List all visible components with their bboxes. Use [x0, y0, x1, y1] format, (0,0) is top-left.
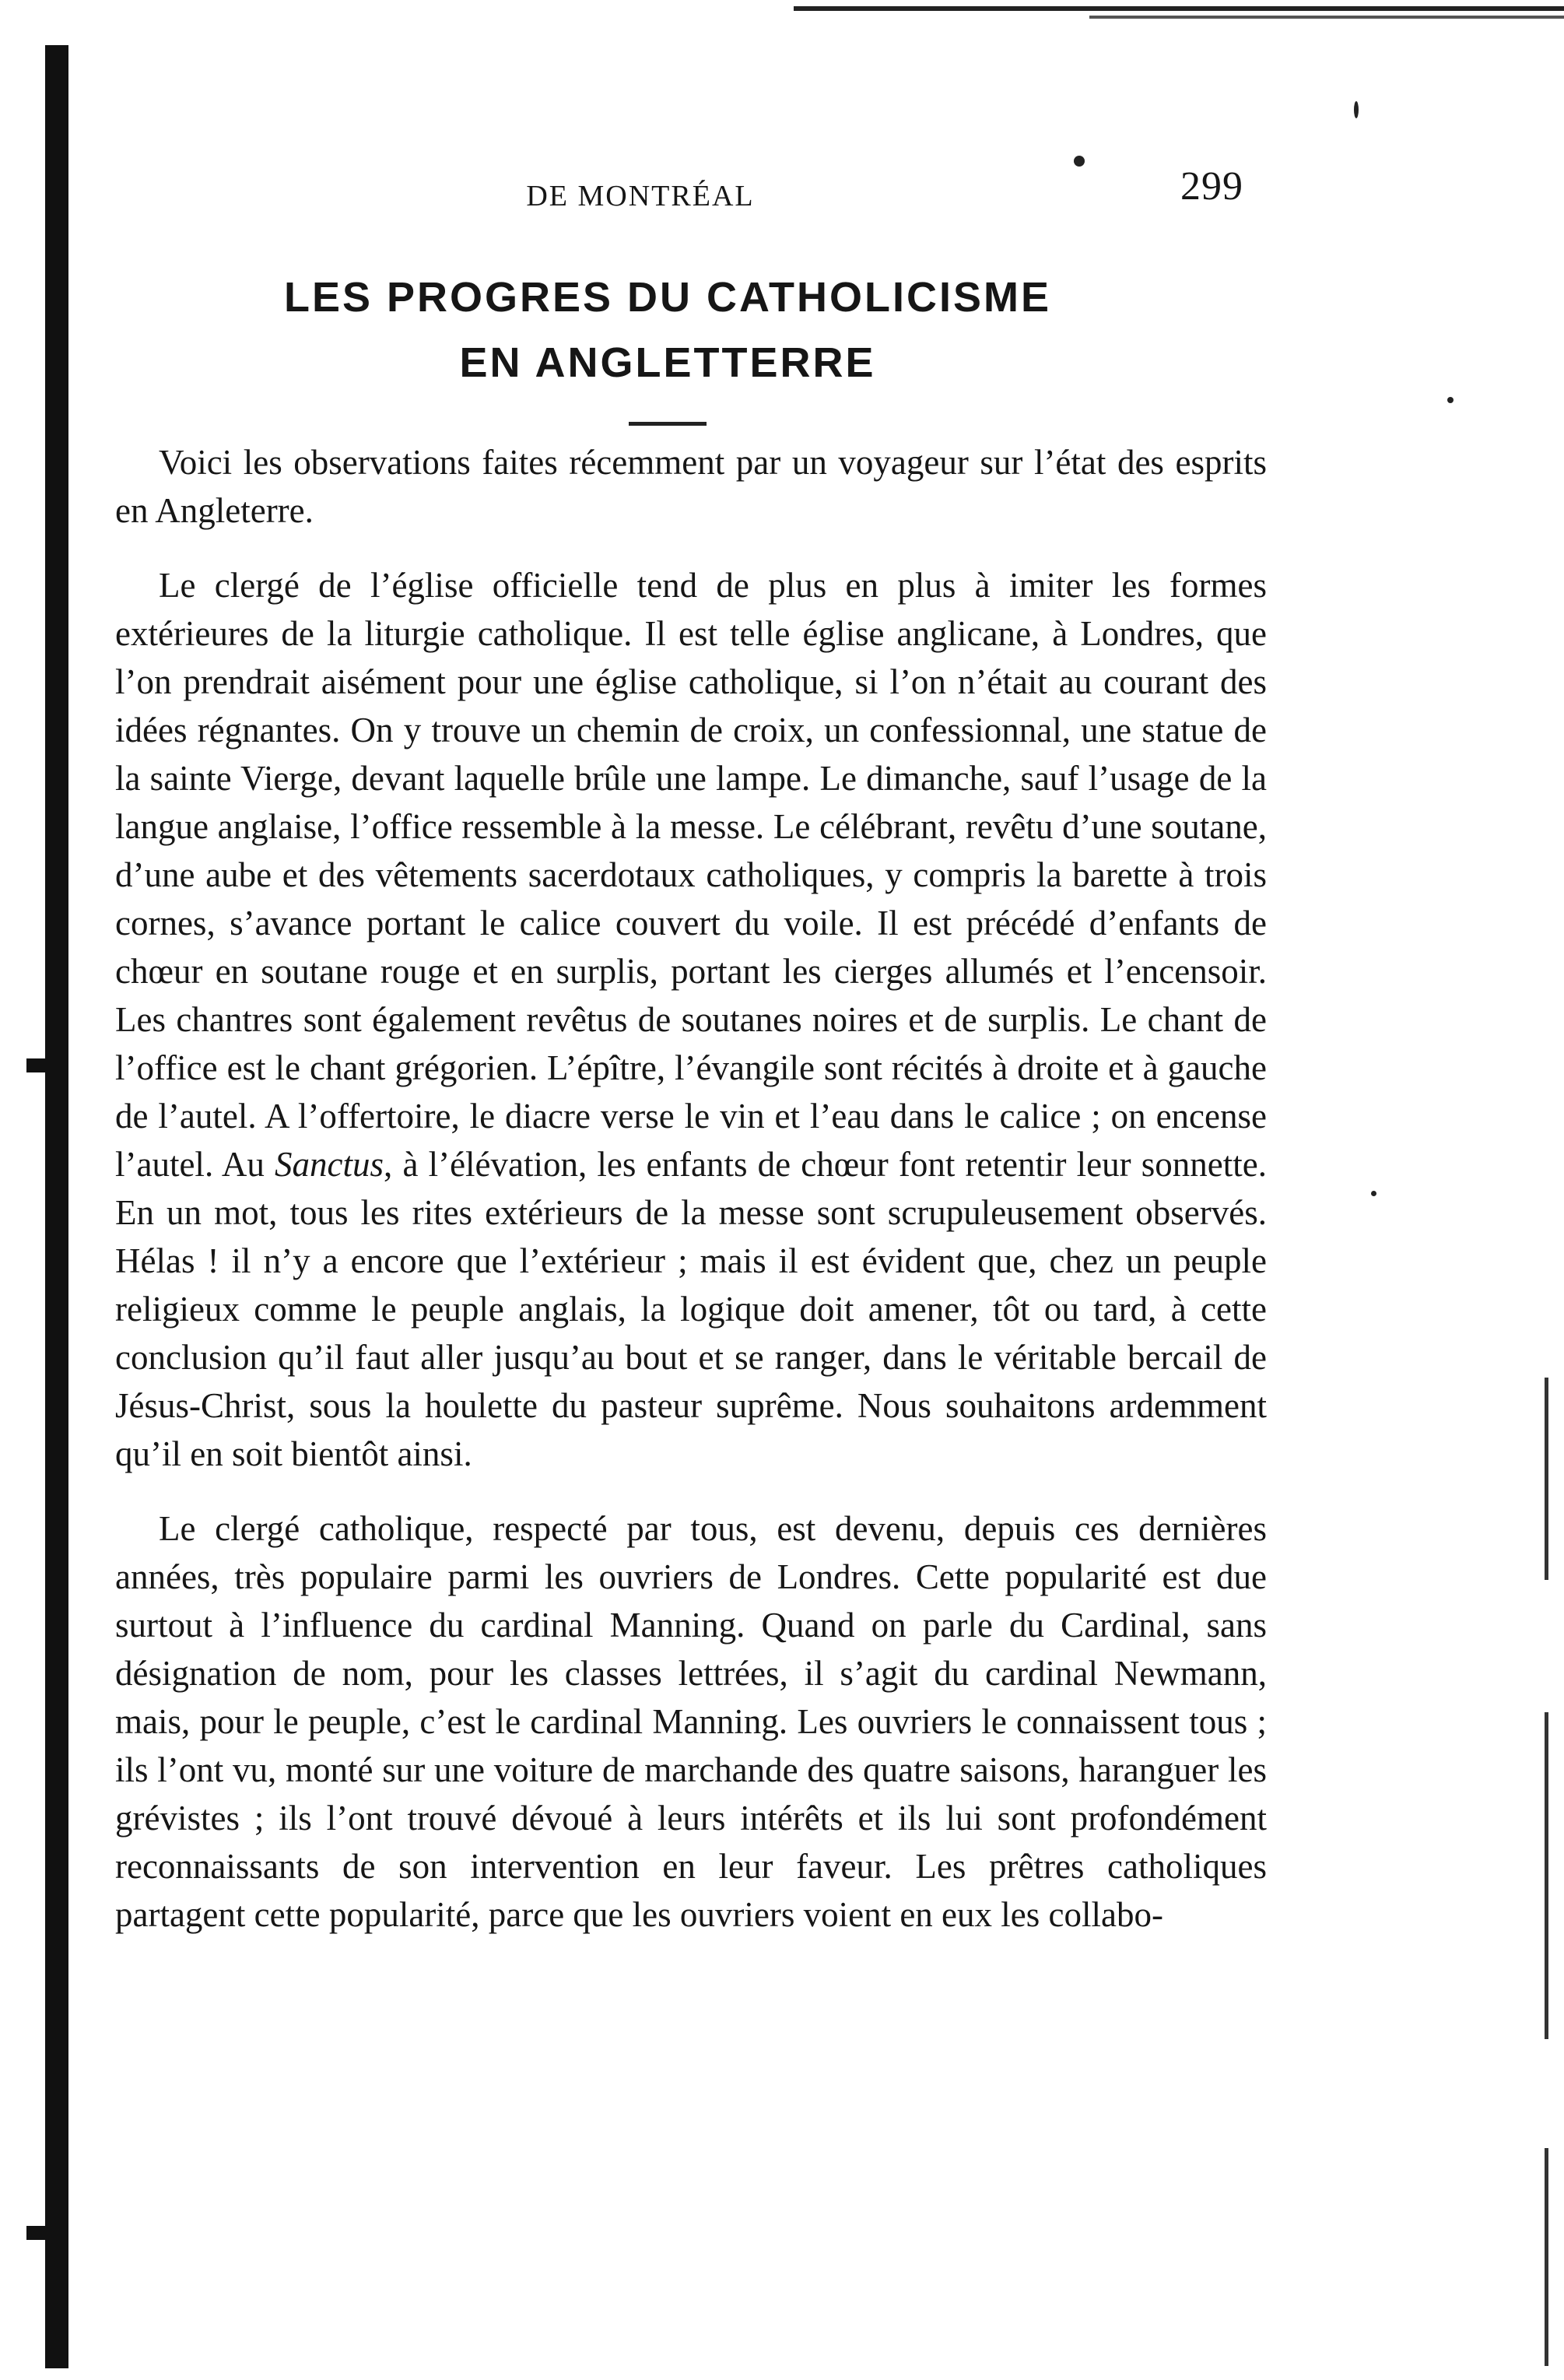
article-title — [115, 265, 1267, 426]
paragraph-1: Voici les observations faites récemment par un voyageur sur l’état des esprits en Angleterre. — [115, 443, 1267, 530]
paragraph-2-part-2: , à l’élévation, les enfants de chœur font retentir leur sonnette. En un mot, tous les rites extérieurs de la messe sont scrupuleusement observés. Hélas ! il n’y a encore que l’extérieur ; mais il est évident que, chez un peuple religieux comme le peuple anglais, la logique doit amener, tôt ou tard, à cette conclusion qu’il faut aller jusqu’au bout et se ranger, dans le véritable bercail de Jésus-Christ, sous la houlette du pasteur suprême. Nous souhaitons ardemment qu’il en soit bientôt ainsi. — [115, 1145, 1267, 1473]
scan-top-rule — [1089, 16, 1564, 19]
running-title: DE MONTRÉAL — [526, 180, 755, 212]
article-title-line-2: EN ANGLETTERRE — [459, 339, 876, 386]
scan-speck — [1447, 397, 1454, 403]
running-head — [115, 163, 1267, 233]
article-title-line-1: LES PROGRES DU CATHOLICISME — [283, 274, 1052, 321]
page-number: 299 — [1180, 164, 1243, 209]
paragraph-2 — [115, 561, 1267, 1478]
scan-margin-bar — [45, 45, 68, 2368]
title-divider — [629, 422, 707, 426]
scan-margin-notch — [26, 2226, 45, 2240]
scan-edge-mark — [1545, 1378, 1548, 1580]
book-page — [115, 163, 1267, 1965]
paragraph-2-italic: Sanctus — [275, 1145, 384, 1184]
scan-speck — [1371, 1191, 1376, 1196]
paragraph-3: Le clergé catholique, respecté par tous, est devenu, depuis ces dernières années, très populaire parmi les ouvriers de Londres. Cette popularité est due surtout à l’influence du cardinal Manning. Quand on parle du Cardinal, sans désignation de nom, pour les classes lettrées, il s’agit du cardinal Newmann, mais, pour le peuple, c’est le cardinal Manning. Les ouvriers le connaissent tous ; ils l’ont vu, monté sur une voiture de marchande des quatre saisons, haranguer les grévistes ; ils l’ont trouvé dévoué à leurs intérêts et ils lui sont profondément reconnaissants de son intervention en leur faveur. Les prêtres catholiques partagent cette popularité, parce que les ouvriers voient en eux les collabo- — [115, 1509, 1267, 1934]
paragraph-2-part-1: Le clergé de l’église officielle tend de plus en plus à imiter les formes extérieures de la liturgie catholique. Il est telle église anglicane, à Londres, que l’on prendrait aisément pour une église catholique, si l’on n’était au courant des idées régnantes. On y trouve un chemin de croix, un confessionnal, une statue de la sainte Vierge, devant laquelle brûle une lampe. Le dimanche, sauf l’usage de la langue anglaise, l’office ressemble à la messe. Le célébrant, revêtu d’une soutane, d’une aube et des vêtements sacerdotaux catholiques, y compris la barette à trois cornes, s’avance portant le calice couvert du voile. Il est précédé d’enfants de chœur en soutane rouge et en surplis, portant les cierges allumés et l’encensoir. Les chantres sont également revêtus de soutanes noires et de surplis. Le chant de l’office est le chant grégorien. L’épître, l’évangile sont récités à droite et à gauche de l’autel. A l’offertoire, le diacre verse le vin et l’eau dans le calice ; on encense l’autel. Au — [115, 566, 1267, 1184]
scan-margin-notch — [26, 1058, 45, 1072]
scan-edge-mark — [1545, 1712, 1548, 2039]
scan-edge-mark — [1545, 2148, 1548, 2366]
scan-top-rule — [794, 6, 1564, 11]
scan-speck — [1354, 101, 1359, 118]
